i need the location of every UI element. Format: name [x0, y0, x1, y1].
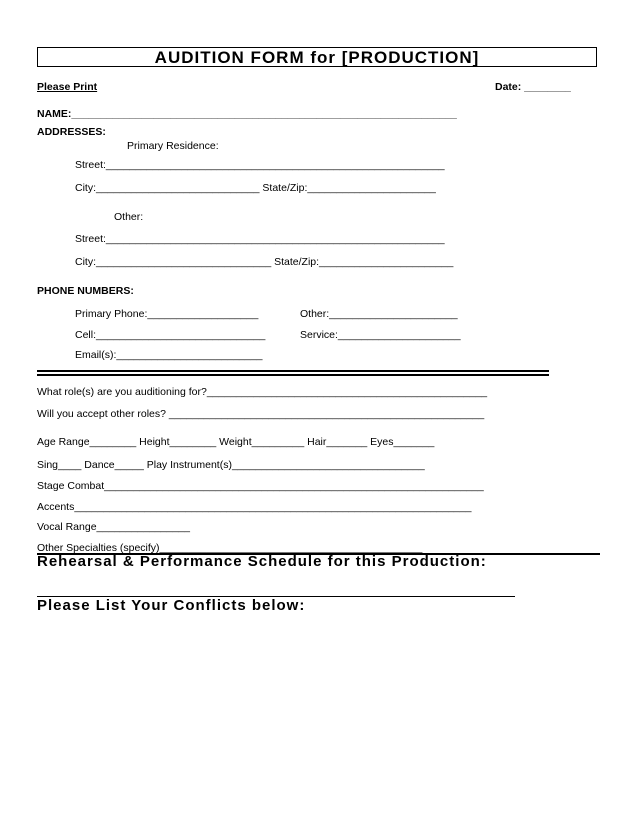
primary-city-field[interactable]: City:____________________________ State/Zip:______________________ [75, 182, 436, 194]
other-phone-field[interactable]: Other:______________________ [300, 308, 458, 320]
other-address-label: Other: [114, 211, 144, 223]
addresses-label: ADDRESSES: [37, 126, 106, 138]
service-phone-field[interactable]: Service:_____________________ [300, 329, 461, 341]
date-field[interactable]: Date: ________ [495, 81, 571, 93]
other-street-field[interactable]: Street:__________________________________________________________ [75, 233, 445, 245]
skills-field[interactable]: Sing____ Dance_____ Play Instrument(s)_________________________________ [37, 459, 425, 471]
cell-phone-field[interactable]: Cell:_____________________________ [75, 329, 266, 341]
stage-combat-field[interactable]: Stage Combat_________________________________________________________________ [37, 480, 484, 492]
other-city-field[interactable]: City:______________________________ State/Zip:_______________________ [75, 256, 454, 268]
title-box [37, 47, 597, 67]
role-field[interactable]: What role(s) are you auditioning for?________________________________________________ [37, 386, 488, 398]
accents-field[interactable]: Accents____________________________________________________________________ [37, 501, 472, 513]
primary-residence-label: Primary Residence: [127, 140, 219, 152]
please-print-label: Please Print [37, 81, 98, 93]
section-divider-2 [37, 374, 549, 376]
section-divider [37, 370, 549, 372]
conflicts-heading: Please List Your Conflicts below: [37, 597, 306, 614]
phone-numbers-label: PHONE NUMBERS: [37, 285, 134, 297]
physical-attributes-field[interactable]: Age Range________ Height________ Weight_________ Hair_______ Eyes_______ [37, 436, 435, 448]
email-field[interactable]: Email(s):_________________________ [75, 349, 263, 361]
other-specialties-field[interactable]: Other Specialties (specify)_____________________________________________ [37, 542, 423, 554]
primary-phone-field[interactable]: Primary Phone:___________________ [75, 308, 259, 320]
primary-street-field[interactable]: Street:__________________________________________________________ [75, 159, 445, 171]
name-field[interactable]: NAME:__________________________________________________________________ [37, 108, 457, 120]
vocal-range-field[interactable]: Vocal Range________________ [37, 521, 190, 533]
schedule-heading: Rehearsal & Performance Schedule for this Production: [37, 553, 487, 570]
form-title: AUDITION FORM for [PRODUCTION] [154, 48, 480, 67]
other-roles-field[interactable]: Will you accept other roles? ______________________________________________________ [37, 408, 485, 420]
